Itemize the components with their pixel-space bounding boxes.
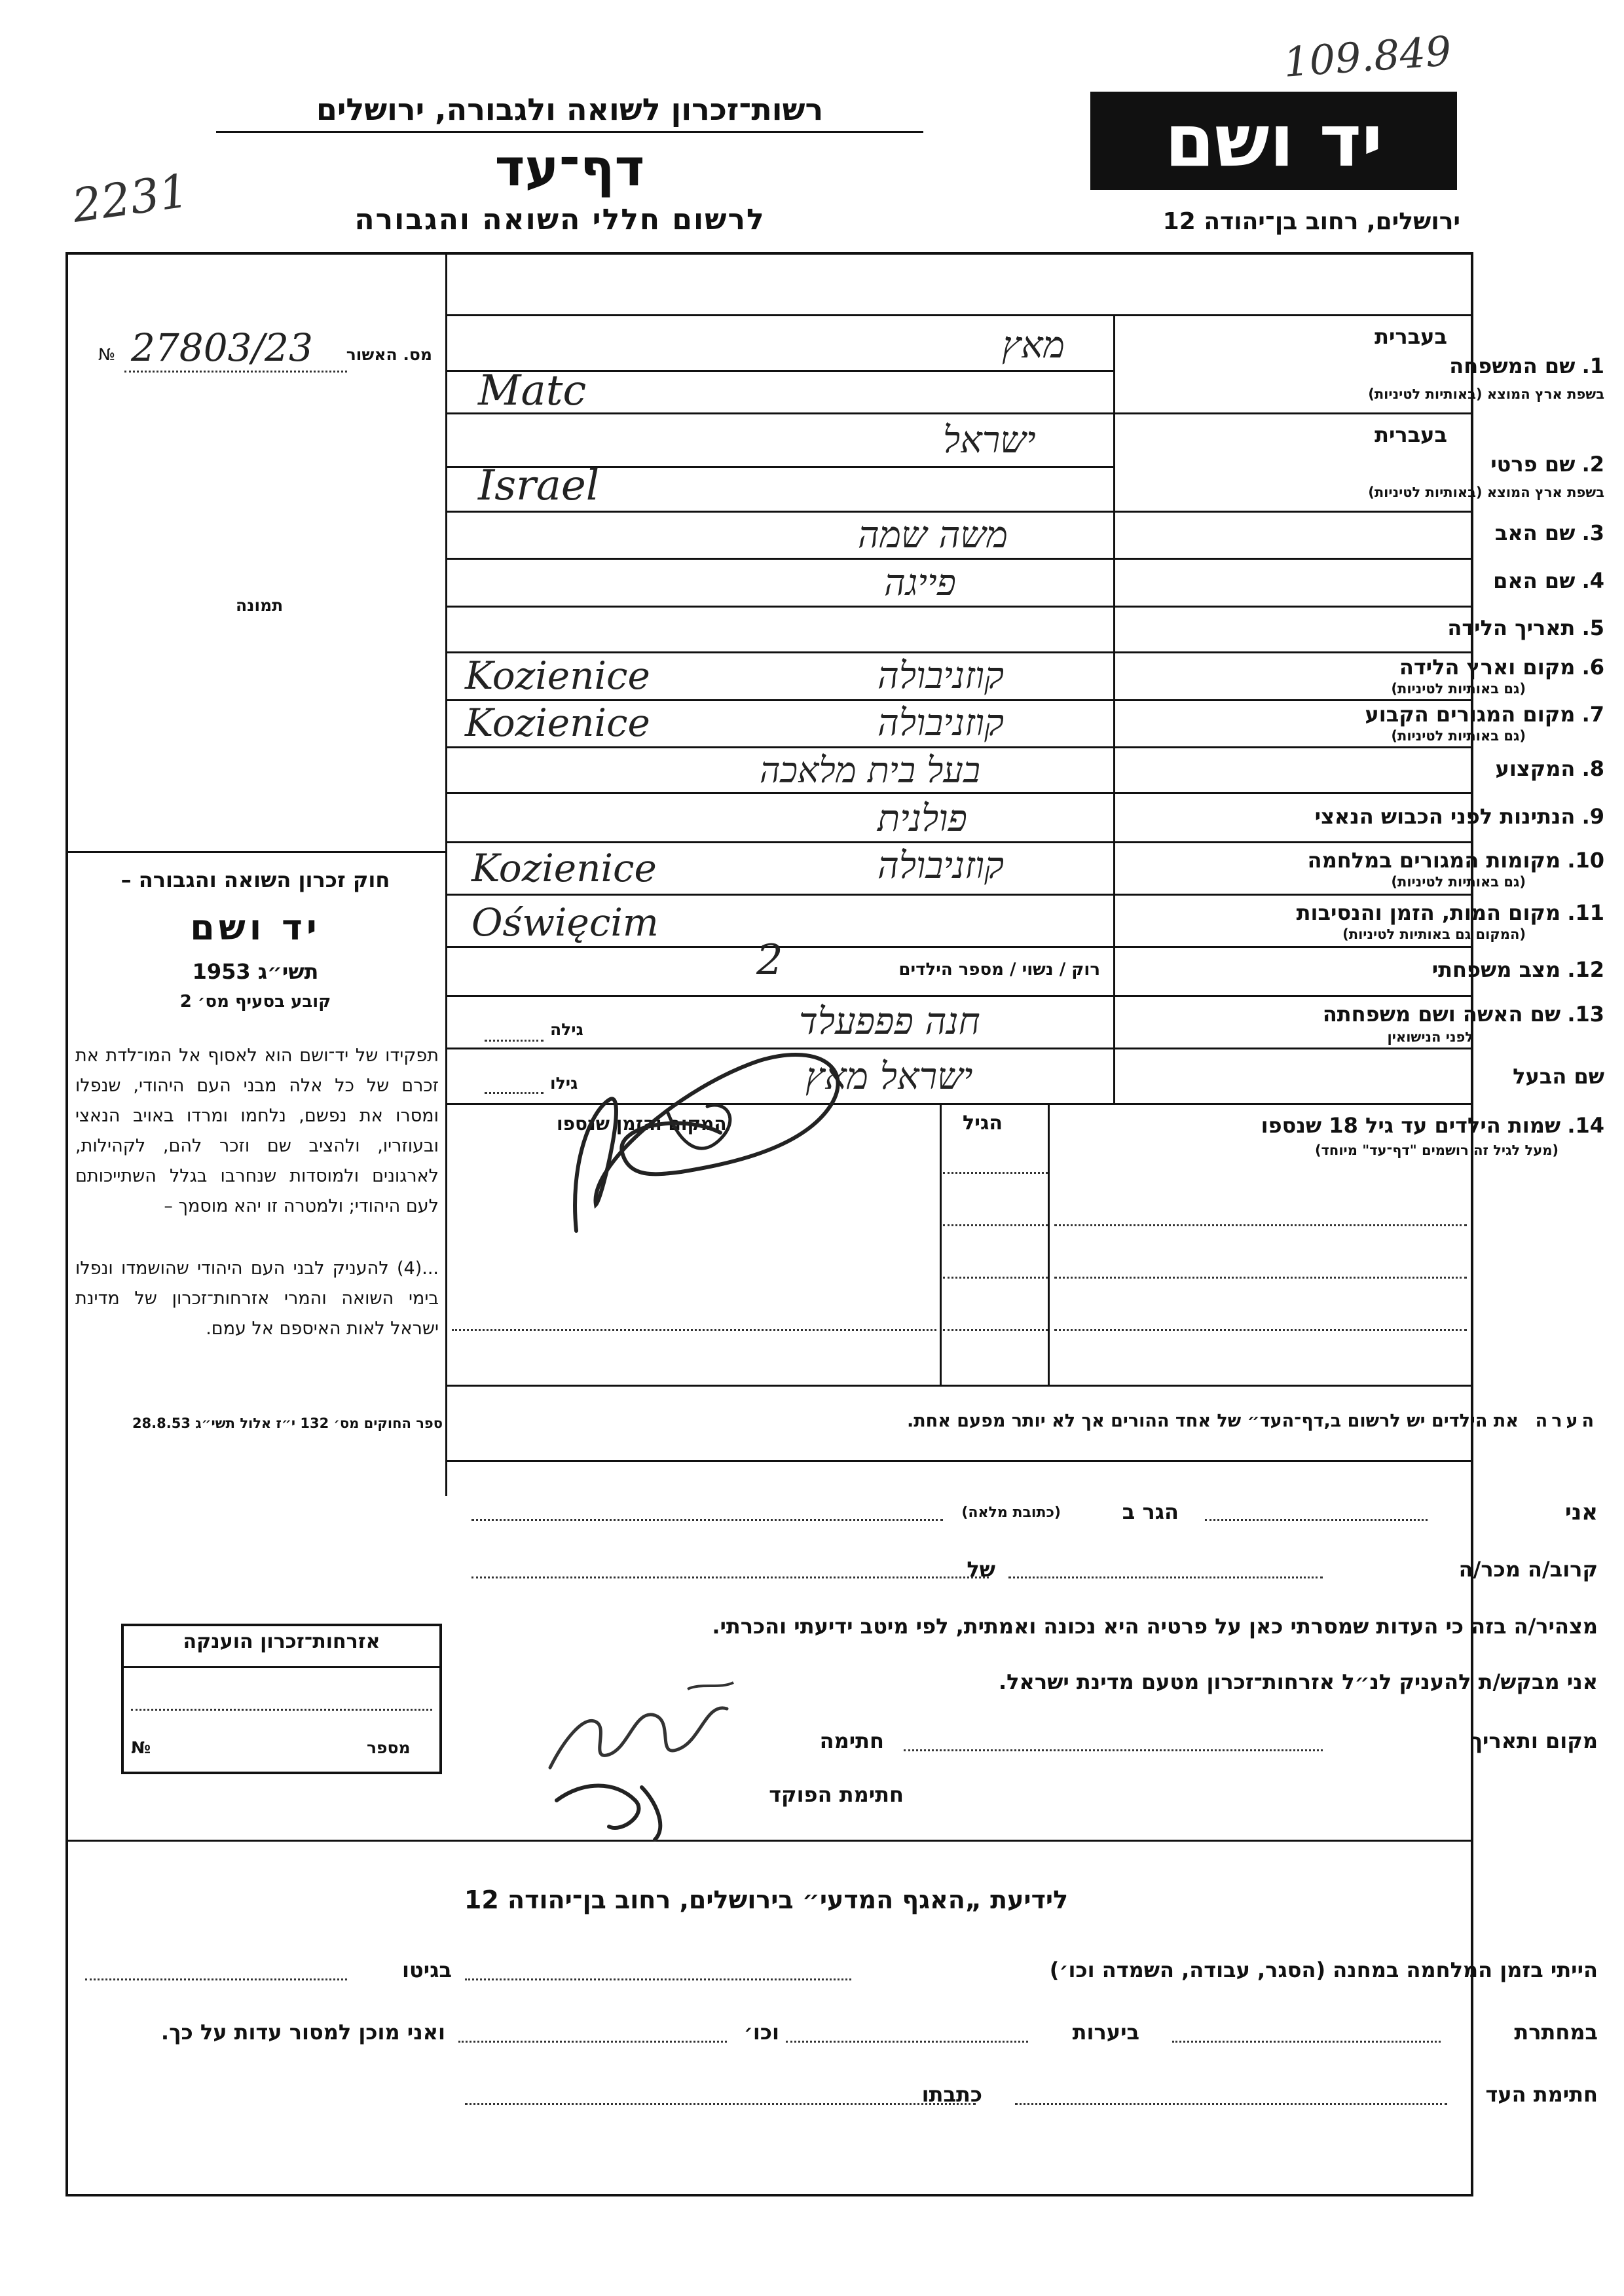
decl-i-label: אני xyxy=(1564,1499,1598,1525)
science-witness-line xyxy=(1015,2103,1447,2105)
decl-name-line xyxy=(1205,1519,1428,1521)
law-citation: ספר החוקים מס׳ 132 י״ז אלול תשי״ג 28.8.53 xyxy=(132,1415,443,1431)
science-camp-line xyxy=(465,1978,851,1980)
field-10-label: 10. מקומות המגורים במלחמה xyxy=(1307,848,1604,873)
field-10-latin-value: Kozienice xyxy=(471,846,657,890)
science-line3-a: חתימת העד xyxy=(1485,2082,1598,2107)
children-dotline xyxy=(943,1172,1048,1174)
field-3-value: משה שמה xyxy=(858,514,1008,556)
law-name: יד ושם xyxy=(190,907,321,948)
large-signature-scribble xyxy=(550,1034,917,1244)
field-12-children: 2 xyxy=(756,936,783,985)
remark: הערה את הילדים יש לרשום ב,דף־העד״ של אחד ההורים אך לא יותר מפעם אחת. xyxy=(906,1411,1598,1431)
field-11-label: 11. מקום המות, הזמן והנסיבות xyxy=(1296,900,1604,925)
field-1-lang-label: בעברית xyxy=(1375,324,1447,349)
field-13-wife-age-label: גילה xyxy=(550,1020,583,1039)
header-underline xyxy=(216,131,923,133)
children-dotline xyxy=(1054,1224,1467,1226)
science-line1-a: הייתי בזמן המלחמה במחנה (הסגר, עבודה, השמדה וכו׳) xyxy=(1049,1958,1598,1982)
registration-label: מס. האשור xyxy=(346,345,432,364)
row-line xyxy=(445,841,1473,843)
field-2-sub: בשפת ארץ המוצא (באותיות לטיניות) xyxy=(1368,484,1604,500)
registration-no-sign: № xyxy=(98,345,116,364)
science-line1-b: בגיטו xyxy=(402,1958,452,1982)
field-13-sub: לפני הנישואין xyxy=(1387,1029,1473,1045)
form-subtitle: לרשום חללי השואה והגבורה xyxy=(354,203,766,236)
label-column-divider xyxy=(1113,314,1115,1103)
law-paragraph-1: תפקידו של יד־ושם הוא לאסוף אל המו־לדת את זכרם של כל אלה מבני העם היהודי, שנפלו ומסרו את נפשם, נלחמו ומרדו באויב הנאצי ובעוזריו, ולהציב שם וזכר להם, לקהילות, לארגונים ולמוסדות שנחרבו בגלל השתייכותם לעם היהודי; ולמטרה זו יהא מוסמך – xyxy=(75,1046,439,1216)
citizenship-no-sign: № xyxy=(131,1738,151,1757)
top-row-line xyxy=(445,314,1473,316)
field-1-latin-value: Matc xyxy=(478,367,587,415)
law-paragraph-2: ...(4) להעניק לבני העם היהודי שהושמדו ונפלו בימי השואה והמרי אזרחות־זכרון של מדינת ישראל לאות האיספם אל עמם. xyxy=(75,1258,439,1339)
science-line3-b: כתבתו xyxy=(921,2082,982,2107)
authority-heading: רשות־זכרון לשואה ולגבורה, ירושלים xyxy=(316,92,824,127)
field-2-latin-value: Israel xyxy=(478,462,600,510)
children-title: 14. שמות הילדים עד גיל 18 שנספו xyxy=(1261,1113,1604,1138)
children-note: (מעל לגיל זה רושמים "דף־עד" מיוחד) xyxy=(1314,1142,1559,1158)
science-line2-b: ביערות xyxy=(1072,2020,1139,2045)
children-dotline xyxy=(1054,1277,1467,1279)
form-title: דף־עד xyxy=(494,139,645,198)
decl-of: של xyxy=(967,1557,995,1582)
science-line2-a: במחתרת xyxy=(1514,2020,1598,2045)
citizenship-number: מספר xyxy=(367,1738,411,1757)
field-1-hebrew-value: מאץ xyxy=(1002,324,1065,367)
decl-request: אני מבקש/ת להעניק לנ״ל אזרחות־זכרון מטעם מדינת ישראל. xyxy=(999,1669,1598,1694)
science-etc-line xyxy=(458,2041,727,2043)
decl-place-date: מקום ותאריך xyxy=(1470,1728,1598,1753)
field-2-hebrew-value: ישראל xyxy=(943,419,1036,462)
row-line xyxy=(445,606,1473,608)
husband-age-line xyxy=(485,1092,544,1094)
photo-label: תמונה xyxy=(236,596,284,615)
decl-full-address: (כתובת מלאה) xyxy=(961,1504,1061,1521)
citizenship-title: אזרחות־זכרון הוענקה xyxy=(183,1630,380,1653)
registration-row xyxy=(79,325,439,370)
field-9-label: 9. הנתינות לפני הכבוש הנאצי xyxy=(1314,804,1604,829)
field-13-husband-value: ישראל מאץ xyxy=(805,1055,973,1098)
decl-address-line xyxy=(471,1519,943,1521)
field-7-sub: (גם באותיות לטיניות) xyxy=(1391,728,1526,744)
field-13-wife-value: חנה פפפעלד xyxy=(799,1000,980,1043)
row-line xyxy=(445,894,1473,896)
field-13-label: 13. שם האשה ושם משפחתה xyxy=(1322,1002,1604,1027)
field-7-latin-value: Kozienice xyxy=(465,701,650,745)
field-1-sub: בשפת ארץ המוצא (באותיות לטיניות) xyxy=(1368,386,1604,402)
remark-bottom xyxy=(445,1460,1473,1462)
law-title: חוק זכרון השואה והגבורה – xyxy=(120,867,390,892)
row-line xyxy=(445,946,1473,948)
science-title: לידיעת „האגף המדעי״ בירושלים, רחוב בן־יהודה 12 xyxy=(464,1886,1069,1914)
row-line xyxy=(445,412,1473,414)
field-8-label: 8. המקצוע xyxy=(1495,756,1604,781)
decl-of-line xyxy=(471,1576,989,1578)
decl-officer-signature: חתימת הפוקד xyxy=(769,1782,904,1807)
yad-vashem-logo: יד ושם xyxy=(1090,92,1457,190)
science-ghetto-line xyxy=(85,1978,347,1980)
children-dotline xyxy=(452,1329,936,1331)
field-6-sub: (גם באותיות לטיניות) xyxy=(1391,681,1526,697)
registration-number: 27803/23 xyxy=(131,325,313,370)
field-4-label: 4. שם האם xyxy=(1493,568,1604,593)
children-col-place: המקום והזמן שנספו xyxy=(557,1113,727,1135)
registration-line xyxy=(124,371,347,373)
field-4-value: פייגה xyxy=(884,562,957,604)
children-dotline xyxy=(943,1224,1048,1226)
children-col-2 xyxy=(940,1103,942,1385)
row-line xyxy=(445,558,1473,560)
row-line xyxy=(445,511,1473,513)
science-forest-line xyxy=(786,2041,1028,2043)
field-13-husband-label: שם הבעל xyxy=(1513,1064,1604,1089)
field-10-sub: (גם באותיות לטיניות) xyxy=(1391,874,1526,890)
left-column-divider xyxy=(445,252,447,1496)
field-9-value: פולנית xyxy=(877,797,967,840)
field-2-label: 2. שם פרטי xyxy=(1490,452,1604,477)
law-section: קובע בסעיף מס׳ 2 xyxy=(179,992,331,1011)
science-line2-c: וכו׳ xyxy=(743,2020,779,2045)
row-line xyxy=(445,995,1473,997)
children-dotline xyxy=(943,1277,1048,1279)
law-year: תשי״ג 1953 xyxy=(192,959,319,984)
file-number-note: 2231 xyxy=(69,164,192,233)
science-address-line xyxy=(465,2103,976,2105)
decl-relative: קרוב/ה מכר/ה xyxy=(1458,1557,1598,1582)
law-box-top xyxy=(65,851,447,853)
field-7-label: 7. מקום המגורים הקבוע xyxy=(1365,702,1604,727)
decl-place-date-line xyxy=(904,1749,1323,1751)
children-dotline xyxy=(943,1329,1048,1331)
citizenship-line xyxy=(131,1709,432,1711)
field-3-label: 3. שם האב xyxy=(1494,520,1604,545)
row-line xyxy=(445,746,1473,748)
field-8-value: בעל בית מלאכה xyxy=(760,750,980,791)
field-7-value: קוזניבולה xyxy=(877,702,1005,744)
field-13-husband-age-label: גילו xyxy=(550,1074,578,1093)
citizenship-box-divider xyxy=(121,1666,442,1668)
science-line2-d: ואני מוכן למסור עדות על כך. xyxy=(160,2020,445,2045)
field-12-options: רוק / נשוי / מספר הילדים xyxy=(898,960,1100,979)
decl-signature: חתימה xyxy=(819,1728,884,1753)
field-11-sub: (המקום גם באותיות לטיניות) xyxy=(1342,926,1526,942)
row-line xyxy=(445,792,1473,794)
field-2-lang-label: בעברית xyxy=(1375,422,1447,447)
officer-signature xyxy=(544,1761,714,1853)
archive-number-note: 109.849 xyxy=(1282,27,1453,86)
decl-statement: מצהיר/ה בזה כי העדות שמסרתי כאן על פרטיה היא נכונה ואמתית, לפי מיטב ידיעתי והכרתי. xyxy=(712,1614,1598,1639)
field-12-label: 12. מצב משפחתי xyxy=(1431,957,1604,982)
children-col-age: הגיל xyxy=(963,1112,1003,1135)
children-dotline xyxy=(1054,1329,1467,1331)
field-10-value: קוזניבולה xyxy=(877,845,1005,887)
field-1-label: 1. שם המשפחה xyxy=(1449,354,1604,378)
science-underground-line xyxy=(1172,2041,1441,2043)
children-bottom xyxy=(445,1385,1473,1387)
science-divider xyxy=(65,1840,1473,1842)
field-11-latin-value: Oświęcim xyxy=(471,900,659,945)
field-6-value: קוזניבולה xyxy=(877,655,1005,697)
address: ירושלים, רחוב בן־יהודה 12 xyxy=(1162,208,1460,235)
decl-relative-line xyxy=(1008,1576,1323,1578)
decl-resident: הגר ב xyxy=(1122,1499,1179,1524)
wife-age-line xyxy=(485,1040,544,1042)
field-6-label: 6. מקום וארץ הלידה xyxy=(1399,655,1604,680)
field-5-label: 5. תאריך הלידה xyxy=(1447,615,1604,640)
field-6-latin-value: Kozienice xyxy=(465,653,650,698)
children-col-1 xyxy=(1048,1103,1050,1385)
